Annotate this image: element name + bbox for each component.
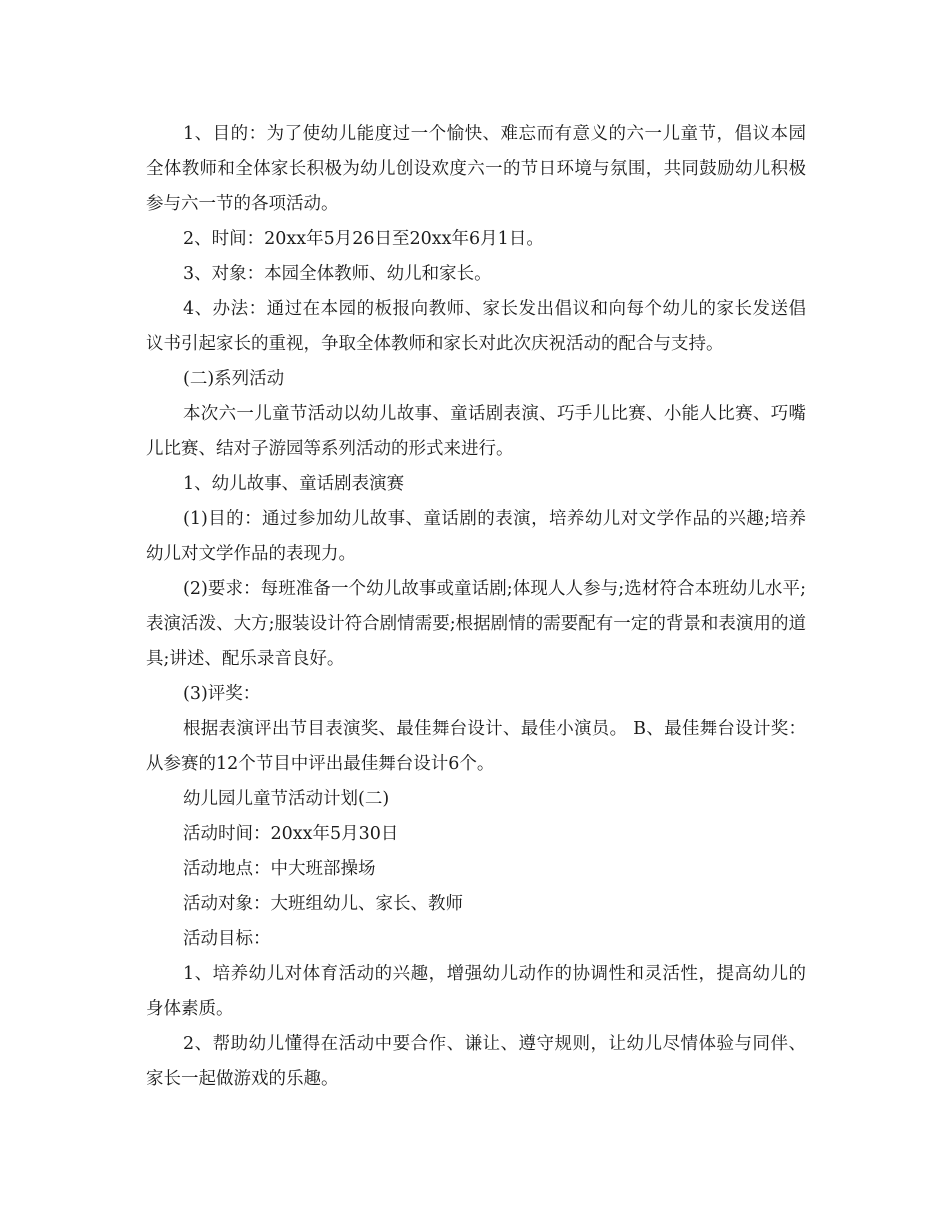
paragraph-contest-requirements: (2)要求：每班准备一个幼儿故事或童话剧;体现人人参与;选材符合本班幼儿水平;表演活泼、大方;服装设计符合剧情需要;根据剧情的需要配有一定的背景和表演用的道具;讲述、配乐录音良好。 (146, 579, 806, 669)
paragraph-goal-2: 2、帮助幼儿懂得在活动中要合作、谦让、遵守规则，让幼儿尽情体验与同伴、家长一起做游戏的乐趣。 (146, 1034, 806, 1089)
paragraph-awards: 根据表演评出节目表演奖、最佳舞台设计、最佳小演员。 B、最佳舞台设计奖：从参赛的12个节目中评出最佳舞台设计6个。 (146, 719, 806, 774)
document-body (146, 117, 806, 1097)
section-heading-plan-two: 幼儿园儿童节活动计划(二) (183, 789, 390, 809)
section-heading-series-activities: (二)系列活动 (183, 369, 285, 389)
paragraph-activity-location: 活动地点：中大班部操场 (183, 859, 376, 879)
paragraph-activity-time: 活动时间：20xx年5月30日 (183, 824, 399, 844)
paragraph-series-intro: 本次六一儿童节活动以幼儿故事、童话剧表演、巧手儿比赛、小能人比赛、巧嘴儿比赛、结对子游园等系列活动的形式来进行。 (146, 404, 806, 459)
paragraph-method: 4、办法：通过在本园的板报向教师、家长发出倡议和向每个幼儿的家长发送倡议书引起家长的重视，争取全体教师和家长对此次庆祝活动的配合与支持。 (146, 299, 806, 354)
paragraph-contest-purpose: (1)目的：通过参加幼儿故事、童话剧的表演，培养幼儿对文学作品的兴趣;培养幼儿对文学作品的表现力。 (146, 509, 806, 564)
paragraph-time: 2、时间：20xx年5月26日至20xx年6月1日。 (183, 229, 544, 249)
subheading-story-contest: 1、幼儿故事、童话剧表演赛 (183, 474, 405, 494)
paragraph-purpose: 1、目的：为了使幼儿能度过一个愉快、难忘而有意义的六一儿童节，倡议本园全体教师和全体家长积极为幼儿创设欢度六一的节日环境与氛围，共同鼓励幼儿积极参与六一节的各项活动。 (146, 124, 806, 214)
paragraph-activity-audience: 活动对象：大班组幼儿、家长、教师 (183, 894, 463, 914)
paragraph-audience: 3、对象：本园全体教师、幼儿和家长。 (183, 264, 492, 284)
paragraph-goal-1: 1、培养幼儿对体育活动的兴趣，增强幼儿动作的协调性和灵活性，提高幼儿的身体素质。 (146, 964, 806, 1019)
subheading-awards: (3)评奖： (183, 684, 261, 704)
paragraph-activity-goals-heading: 活动目标： (183, 929, 271, 949)
